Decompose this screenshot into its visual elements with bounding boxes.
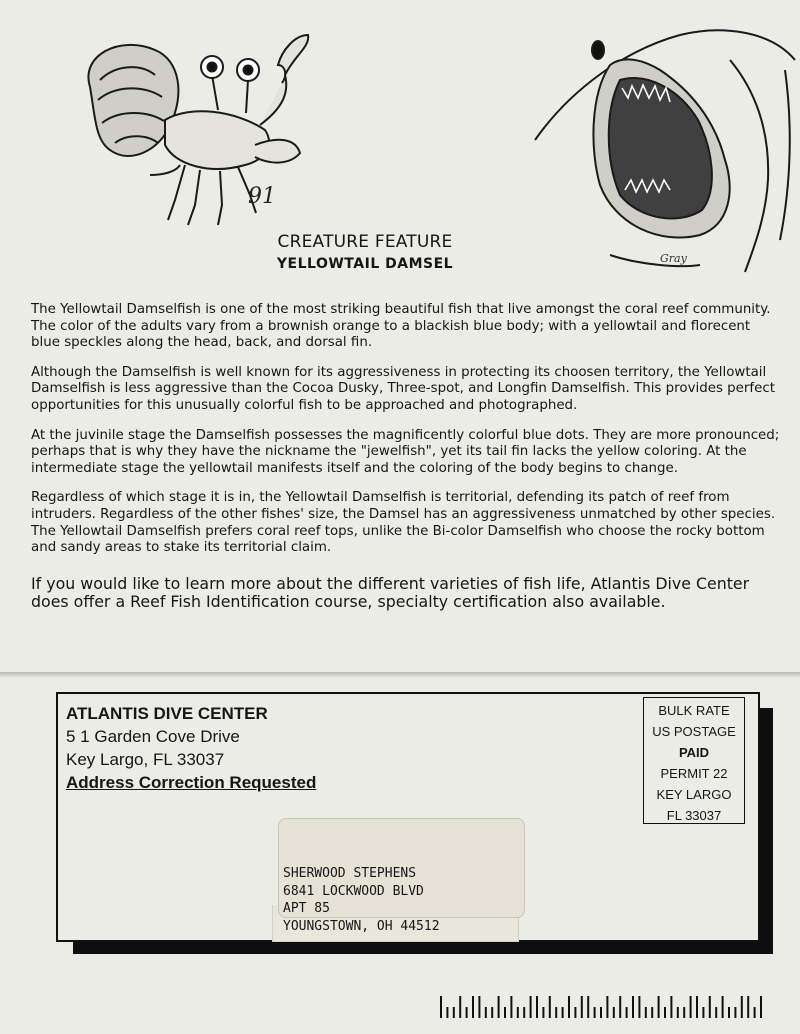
barcode-bar xyxy=(696,996,698,1018)
barcode-bar xyxy=(491,1007,493,1018)
barcode-bar xyxy=(453,1007,455,1018)
barcode-bar xyxy=(536,996,538,1018)
barcode-bar xyxy=(459,996,461,1018)
recipient-city: YOUNGSTOWN, OH 44512 xyxy=(283,918,440,934)
return-address-name: ATLANTIS DIVE CENTER xyxy=(66,704,268,723)
article-title: CREATURE FEATURE xyxy=(277,232,453,252)
article-paragraph: At the juvinile stage the Damselfish possesses the magnificently colorful blue dots. They are more pronounced; perhaps that is why they have the nickname the "jewelfish", yet its tail fin lacks the yellow coloring. At the intermediate stage the yellowtail manifests itself and the coloring of the body begins to change. xyxy=(31,427,780,476)
page-fold xyxy=(0,672,800,678)
article-paragraph: Regardless of which stage it is in, the Yellowtail Damselfish is territorial, defending its patch of reef from intruders. Regardless of the other fishes' size, the Damsel has an aggressiveness unmatched by other species. The Yellowtail Damselfish prefers coral reef tops, unlike the Bi-color Damselfish who choose the rocky bottom and sandy areas to stake its territorial claim. xyxy=(31,490,776,556)
barcode-bar xyxy=(574,1007,576,1018)
barcode-bar xyxy=(510,996,512,1018)
barcode-bar xyxy=(478,996,480,1018)
barcode-bar xyxy=(517,1007,519,1018)
shark-illustration xyxy=(530,10,800,285)
barcode-bar xyxy=(498,996,500,1018)
indicia-line: KEY LARGO xyxy=(656,787,732,802)
barcode-bar xyxy=(734,1007,736,1018)
barcode-bar xyxy=(523,1007,525,1018)
barcode-bar xyxy=(568,996,570,1018)
barcode-bar xyxy=(600,1007,602,1018)
article-paragraph: The Yellowtail Damselfish is one of the most striking beautiful fish that live amongst the coral reef community. The color of the adults vary from a brownish orange to a blackish blue body; with a yellowtail and florecent blue speckles along the head, back, and dorsal fin. xyxy=(31,302,771,351)
barcode-bar xyxy=(715,1007,717,1018)
barcode-bar xyxy=(658,996,660,1018)
barcode-bar xyxy=(632,996,634,1018)
barcode-bar xyxy=(677,1007,679,1018)
barcode-bar xyxy=(754,1007,756,1018)
article-body xyxy=(31,302,781,625)
recipient-address xyxy=(283,865,440,935)
barcode-bar xyxy=(645,1007,647,1018)
barcode-bar xyxy=(440,996,442,1018)
crab-signature: 91 xyxy=(248,184,276,209)
recipient-unit: APT 85 xyxy=(283,901,330,916)
indicia-paid: PAID xyxy=(678,745,710,760)
barcode-bar xyxy=(702,1007,704,1018)
recipient-street: 6841 LOCKWOOD BLVD xyxy=(283,883,424,899)
barcode-bar xyxy=(626,1007,628,1018)
barcode-bar xyxy=(741,996,743,1018)
return-address xyxy=(66,702,316,794)
barcode-bar xyxy=(555,1007,557,1018)
hermit-crab-illustration xyxy=(60,25,320,235)
return-address-city: Key Largo, FL 33037 xyxy=(66,750,225,769)
barcode-bar xyxy=(683,1007,685,1018)
barcode-bar xyxy=(670,996,672,1018)
indicia-line: FL 33037 xyxy=(666,808,722,823)
barcode-bar xyxy=(664,1007,666,1018)
address-correction-notice: Address Correction Requested xyxy=(66,773,317,792)
barcode-bar xyxy=(530,996,532,1018)
article-subtitle: YELLOWTAIL DAMSEL xyxy=(276,256,454,272)
barcode-bar xyxy=(485,1007,487,1018)
barcode-bar xyxy=(562,1007,564,1018)
indicia-line: US POSTAGE xyxy=(652,724,736,739)
postal-barcode xyxy=(436,994,776,1020)
shark-signature: Gray xyxy=(660,252,687,265)
barcode-bar xyxy=(619,996,621,1018)
barcode-bar xyxy=(651,1007,653,1018)
return-address-street: 5 1 Garden Cove Drive xyxy=(66,727,240,746)
barcode-bar xyxy=(504,1007,506,1018)
indicia-line: BULK RATE xyxy=(658,703,730,718)
barcode-bar xyxy=(728,1007,730,1018)
barcode-bar xyxy=(709,996,711,1018)
article-heading xyxy=(200,232,530,272)
closing-paragraph: If you would like to learn more about the different varieties of fish life, Atlantis Dive Center does offer a Reef Fish Identification course, specialty certification also available. xyxy=(31,573,750,612)
barcode-bar xyxy=(690,996,692,1018)
barcode-bar xyxy=(542,1007,544,1018)
barcode-bar xyxy=(747,996,749,1018)
postage-indicia xyxy=(643,697,745,824)
barcode-bar xyxy=(581,996,583,1018)
article-paragraph: Although the Damselfish is well known for its aggressiveness in protecting its choosen territory, the Yellowtail Damselfish is less aggressive than the Cocoa Dusky, Three-spot, and Longfin Damselfish. This provides perfect opportunities for this unusually colorful fish to be approached and photographed. xyxy=(31,364,775,413)
indicia-line: PERMIT 22 xyxy=(660,766,728,781)
barcode-bar xyxy=(594,1007,596,1018)
barcode-bar xyxy=(613,1007,615,1018)
barcode-bar xyxy=(587,996,589,1018)
barcode-bar xyxy=(549,996,551,1018)
barcode-bar xyxy=(466,1007,468,1018)
recipient-name: SHERWOOD STEPHENS xyxy=(283,866,417,881)
barcode-bar xyxy=(722,996,724,1018)
barcode-bar xyxy=(760,996,762,1018)
barcode-bar xyxy=(606,996,608,1018)
barcode-bar xyxy=(446,1007,448,1018)
barcode-bar xyxy=(472,996,474,1018)
barcode-bar xyxy=(638,996,640,1018)
